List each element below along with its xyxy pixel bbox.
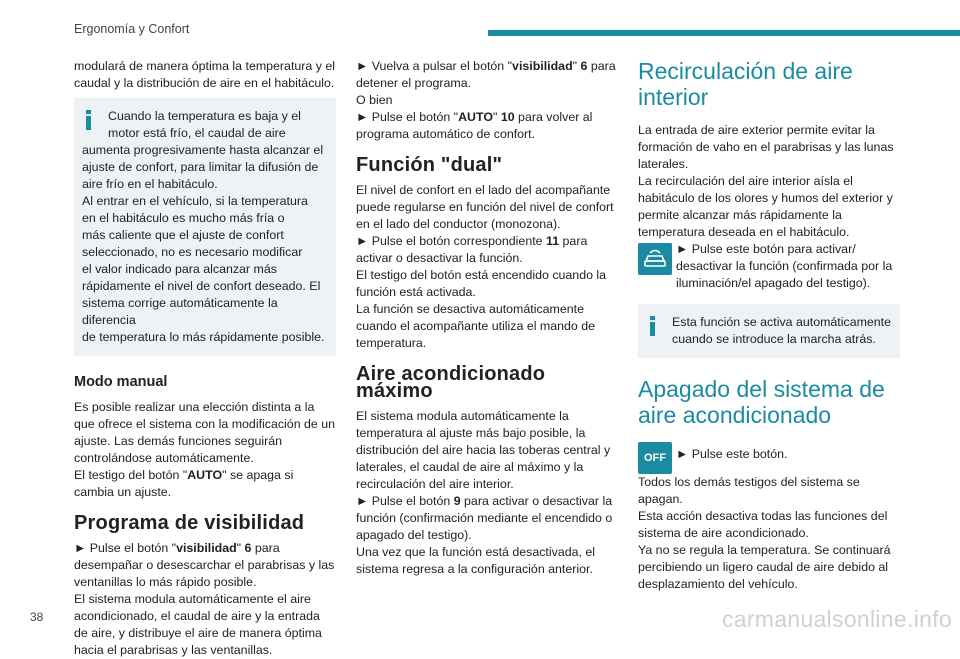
info-box-reverse [638, 304, 900, 358]
off-button-row [638, 440, 900, 474]
running-header: Ergonomía y Confort [74, 22, 190, 36]
max-ac-heading: Aire acondicionado máximo [356, 363, 546, 402]
or-text: O bien [356, 93, 393, 107]
dual-text-2: El testigo del botón está encendido cuando la función está activada. [356, 268, 607, 299]
off-text-2: Esta acción desactiva todas las funciones del sistema de aire acondicionado. [638, 509, 888, 540]
info-line: de temperatura lo más rápidamente posible. [82, 330, 325, 344]
dual-heading: Función "dual" [356, 154, 503, 176]
page-number: 38 [30, 610, 44, 624]
info-line: ajuste de confort, para limitar la difusión de [82, 160, 319, 174]
recirculation-car-icon [638, 243, 672, 275]
off-text-1: Todos los demás testigos del sistema se apagan. [638, 475, 860, 506]
column-3 [638, 58, 900, 593]
visibility-text: El sistema modula automáticamente el aire acondicionado, el caudal de aire y la entrada de aire, y distribuye el aire de manera óptima hacia el parabrisas y las ventanillas. [74, 592, 322, 657]
info-line: Cuando la temperatura es baja y el [108, 109, 301, 123]
dual-text-3: La función se desactiva automáticamente cuando el acompañante utiliza el mando de temperatura. [356, 302, 596, 350]
info-box-temperature [74, 98, 336, 356]
info-line: más caliente que el ajuste de confort [82, 228, 284, 242]
max-ac-step: ► Pulse el botón 9 para activar o desactivar la función (confirmación mediante el encendido o apagado del testigo). [356, 494, 613, 542]
recirculation-button-text: ► Pulse este botón para activar/ desactivar la función (confirmada por la iluminación/el apagado del testigo). [676, 242, 893, 290]
info-icon [82, 110, 96, 130]
recirculation-text-1: La entrada de aire exterior permite evitar la formación de vaho en el parabrisas y las lunas laterales. [638, 123, 894, 171]
info-line: seleccionado, no es necesario modificar [82, 245, 303, 259]
info-line: sistema corrige automáticamente la diferencia [82, 296, 278, 327]
dual-step: ► Pulse el botón correspondiente 11 para activar o desactivar la función. [356, 234, 588, 265]
info-line: rápidamente el nivel de confort deseado. El [82, 279, 321, 293]
info-line: aire frío en el habitáculo. [82, 177, 218, 191]
max-ac-text: El sistema modula automáticamente la temperatura al ajuste más bajo posible, la distribución del aire hacia las toberas central y laterales, el caudal de aire al máximo y la recirculación del aire interior. [356, 409, 611, 491]
header-accent-bar [488, 30, 960, 36]
visibility-step: ► Pulse el botón "visibilidad" 6 para desempañar o desescarchar el parabrisas y las ventanillas lo más rápido posible. [74, 541, 335, 589]
recirculation-button-row [638, 241, 900, 292]
info-line: motor está frío, el caudal de aire [108, 126, 286, 140]
manual-mode-heading: Modo manual [74, 374, 168, 390]
ac-off-heading: Apagado del sistema de aire acondicionado [638, 376, 885, 428]
manual-auto-text: El testigo del botón "AUTO" se apaga si cambia un ajuste. [74, 468, 294, 499]
info-line: Al entrar en el vehículo, si la temperatura [82, 194, 308, 208]
off-button-icon: OFF [638, 442, 672, 474]
auto-step: ► Pulse el botón "AUTO" 10 para volver al programa automático de confort. [356, 110, 593, 141]
column-2 [356, 58, 618, 578]
off-button-text: ► Pulse este botón. [676, 447, 788, 461]
info-line: en el habitáculo es mucho más fría o [82, 211, 285, 225]
off-text-3: Ya no se regula la temperatura. Se continuará percibiendo un ligero caudal de aire debido al desplazamiento del vehículo. [638, 543, 891, 591]
info-reverse-text: Esta función se activa automáticamente cuando se introduce la marcha atrás. [672, 315, 892, 346]
column-1 [74, 58, 336, 659]
visibility-stop-step: ► Vuelva a pulsar el botón "visibilidad" 6 para detener el programa. [356, 59, 616, 90]
recirculation-text-2: La recirculación del aire interior aísla el habitáculo de los olores y humos del exterior y permite alcanzar más rápidamente la temperatura deseada en el habitáculo. [638, 174, 893, 239]
manual-mode-text: Es posible realizar una elección distinta a la que ofrece el sistema con la modificación de un ajuste. Las demás funciones seguirán controlándose automáticamente. [74, 400, 336, 465]
visibility-heading: Programa de visibilidad [74, 512, 305, 534]
info-line: aumenta progresivamente hasta alcanzar el [82, 143, 324, 157]
watermark: carmanualsonline.info [721, 606, 952, 632]
info-line: el valor indicado para alcanzar más [82, 262, 277, 276]
intro-paragraph: modulará de manera óptima la temperatura y el caudal y la distribución de aire en el habitáculo. [74, 59, 336, 90]
max-ac-text-2: Una vez que la función está desactivada, el sistema regresa a la configuración anterior. [356, 545, 596, 576]
info-icon [646, 316, 660, 336]
dual-text: El nivel de confort en el lado del acompañante puede regularse en función del nivel de confort en el lado del conductor (monozona). [356, 183, 614, 231]
recirculation-heading: Recirculación de aire interior [638, 58, 853, 110]
